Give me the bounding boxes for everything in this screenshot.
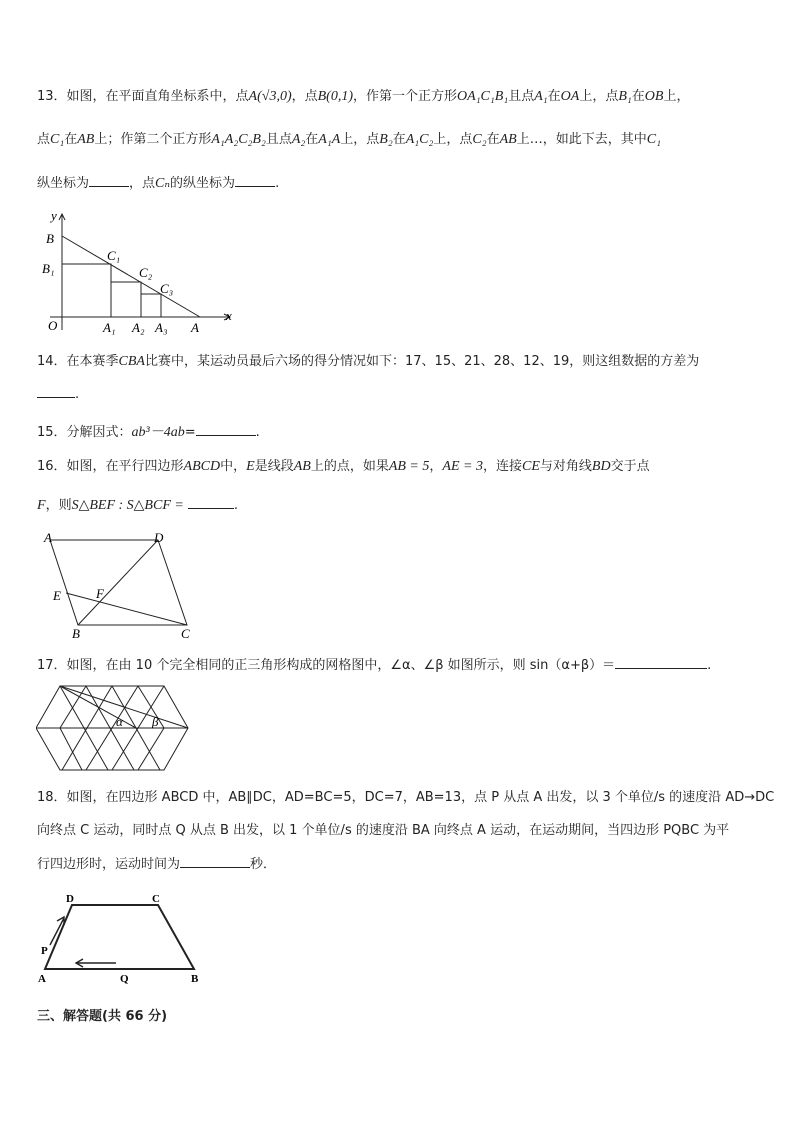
- q16-line2: [37, 495, 238, 515]
- answer-blank[interactable]: [188, 495, 234, 509]
- q14-line2: [37, 384, 79, 404]
- answer-blank[interactable]: [196, 422, 256, 436]
- q13-text: 13．如图，在平面直角坐标系中，点: [37, 89, 249, 104]
- q15-text: .: [255, 425, 260, 440]
- q13-text: ，作第一个正方形: [353, 89, 458, 104]
- q13-text: 点: [37, 132, 51, 147]
- q13-text: 纵坐标为: [37, 176, 90, 191]
- label-b: B: [72, 626, 80, 641]
- q17-text: .: [707, 658, 712, 673]
- q17-figure: [36, 684, 196, 776]
- q18-text: 向终点 C 运动，同时点 Q 从点 B 出发，以 1 个单位/s 的速度沿 BA 向终点 A 运动，在运动期间，当四边形 PQBC 为平: [37, 823, 730, 838]
- section-heading: 三、解答题(共 66 分): [37, 1009, 168, 1024]
- math: ab³－4ab: [131, 425, 185, 440]
- q16-text: .: [233, 498, 238, 513]
- q13-line3: [37, 173, 279, 193]
- answer-blank[interactable]: [89, 173, 129, 187]
- q14-line1: [37, 353, 699, 371]
- q13-text: 且点: [265, 132, 292, 147]
- label-a: A: [191, 320, 199, 335]
- q18-line1: [37, 789, 774, 807]
- math: A₁A: [318, 132, 341, 147]
- label-a: A: [44, 530, 52, 545]
- q14-text: 14．在本赛季: [37, 354, 119, 369]
- q18-text: 18．如图，在四边形 ABCD 中，AB∥DC，AD=BC=5，DC=7，AB=13，点 P 从点 A 出发，以 3 个单位/s 的速度沿 AD→DC: [37, 790, 775, 805]
- q13-text: 上…，如此下去，其中: [516, 132, 647, 147]
- label-a: A: [38, 973, 46, 985]
- grid-line: [138, 728, 164, 770]
- q13-text: 在: [631, 89, 645, 104]
- label-b: B: [46, 231, 54, 246]
- q13-text: 上，点: [579, 89, 619, 104]
- q13-text: 在: [392, 132, 406, 147]
- label-beta: β: [152, 714, 159, 729]
- label-a2: A₂: [132, 320, 145, 335]
- label-e: E: [53, 588, 61, 603]
- q18-line3: [37, 854, 276, 874]
- square-2: A₁A₂C₂B₂: [211, 132, 266, 147]
- q14-text: .: [75, 387, 80, 402]
- q13-text: ，点: [291, 89, 318, 104]
- trapezoid-abcd: [45, 905, 194, 969]
- q13-text: 且点: [508, 89, 535, 104]
- q15-text: 15．分解因式：: [37, 425, 132, 440]
- label-q: Q: [120, 973, 129, 985]
- math: CE: [521, 459, 540, 474]
- q16-text: ，: [429, 459, 443, 474]
- q13-text: 在: [305, 132, 319, 147]
- q18-line2: [37, 822, 729, 840]
- label-c1: C₁: [107, 248, 121, 263]
- q16-text: 上的点，如果: [310, 459, 389, 474]
- math: AB = 5: [388, 459, 430, 474]
- q16-text: 交于点: [610, 459, 650, 474]
- q13-text: 在: [64, 132, 78, 147]
- q13-text: 的纵坐标为: [170, 176, 236, 191]
- label-alpha: α: [116, 714, 123, 729]
- q13-text: 在: [547, 89, 561, 104]
- answer-blank[interactable]: [615, 655, 707, 669]
- q16-text: 与对角线: [539, 459, 592, 474]
- math: E: [246, 459, 255, 474]
- label-c: C: [152, 893, 160, 905]
- q16-figure: [40, 528, 200, 643]
- square-1: OA₁C₁B₁: [457, 89, 509, 104]
- line-ab: [62, 236, 200, 317]
- label-c3: C₃: [160, 281, 174, 296]
- math: AE = 3: [442, 459, 483, 474]
- answer-blank[interactable]: [37, 384, 75, 398]
- math: A₁C₂: [405, 132, 434, 147]
- label-a3: A₃: [155, 320, 168, 335]
- q18-figure: [36, 890, 216, 990]
- math: Cₙ: [155, 176, 171, 191]
- q17-line: [37, 655, 711, 675]
- q16-text: ，连接: [482, 459, 522, 474]
- math: AB: [293, 459, 311, 474]
- label-f: F: [96, 586, 104, 601]
- math: A₁: [534, 89, 548, 104]
- math: OA: [560, 89, 580, 104]
- math: AB: [77, 132, 95, 147]
- square-1-rect: [62, 264, 111, 317]
- q13-text: 上，点: [433, 132, 473, 147]
- square-2-rect: [111, 282, 141, 317]
- math: F: [37, 498, 46, 513]
- label-b1: B₁: [42, 261, 55, 276]
- label-b: B: [191, 973, 199, 985]
- q15-text: =: [184, 425, 196, 440]
- q13-text: 在: [486, 132, 500, 147]
- math: AB: [499, 132, 517, 147]
- q16-text: ，则: [45, 498, 72, 513]
- q18-text: 秒．: [250, 857, 277, 872]
- q13-line2: [37, 131, 661, 149]
- point-b: B(0,1): [317, 89, 354, 104]
- math: A₂: [291, 132, 306, 147]
- math: OB: [644, 89, 664, 104]
- label-a1: A₁: [103, 320, 116, 335]
- math: CBA: [118, 354, 145, 369]
- math: B₁: [618, 89, 632, 104]
- label-y: y: [51, 208, 57, 223]
- q13-figure: [36, 208, 246, 338]
- label-c2: C₂: [139, 265, 153, 280]
- label-p: P: [41, 945, 48, 957]
- label-d: D: [66, 893, 74, 905]
- q15-line: [37, 422, 260, 442]
- math: C₁: [646, 132, 661, 147]
- answer-blank[interactable]: [180, 854, 250, 868]
- label-o: O: [48, 318, 58, 333]
- q13-text: .: [275, 176, 280, 191]
- label-c: C: [181, 626, 190, 641]
- math: ABCD: [183, 459, 221, 474]
- square-3-rect: [141, 294, 161, 317]
- math: C₁: [50, 132, 65, 147]
- q13-text: 上；作第二个正方形: [94, 132, 212, 147]
- math: B₂: [379, 132, 393, 147]
- q13-line1: [37, 88, 689, 106]
- q13-text: ，点: [129, 176, 156, 191]
- math: BD: [591, 459, 611, 474]
- q17-text: 17．如图，在由 10 个完全相同的正三角形构成的网格图中，∠α、∠β 如图所示，则 sin（α+β）＝: [37, 658, 616, 673]
- q18-text: 行四边形时，运动时间为: [37, 857, 181, 872]
- point-a: A(√3,0): [248, 89, 292, 104]
- math: S△BEF : S△BCF =: [71, 498, 184, 513]
- math: C₂: [472, 132, 487, 147]
- label-x: x: [226, 308, 232, 323]
- segment-ce: [66, 593, 187, 625]
- diagonal-bd: [78, 540, 158, 625]
- q16-text: 中，: [220, 459, 247, 474]
- q16-text: 16．如图，在平行四边形: [37, 459, 184, 474]
- q13-text: 上，: [663, 89, 690, 104]
- q13-text: 上，点: [340, 132, 380, 147]
- answer-blank[interactable]: [235, 173, 275, 187]
- label-d: D: [154, 530, 164, 545]
- q16-text: 是线段: [254, 459, 294, 474]
- q14-text: 比赛中，某运动员最后六场的得分情况如下：17、15、21、28、12、19，则这组数据的方差为: [145, 354, 700, 369]
- q16-line1: [37, 458, 650, 476]
- grid-line: [60, 728, 82, 770]
